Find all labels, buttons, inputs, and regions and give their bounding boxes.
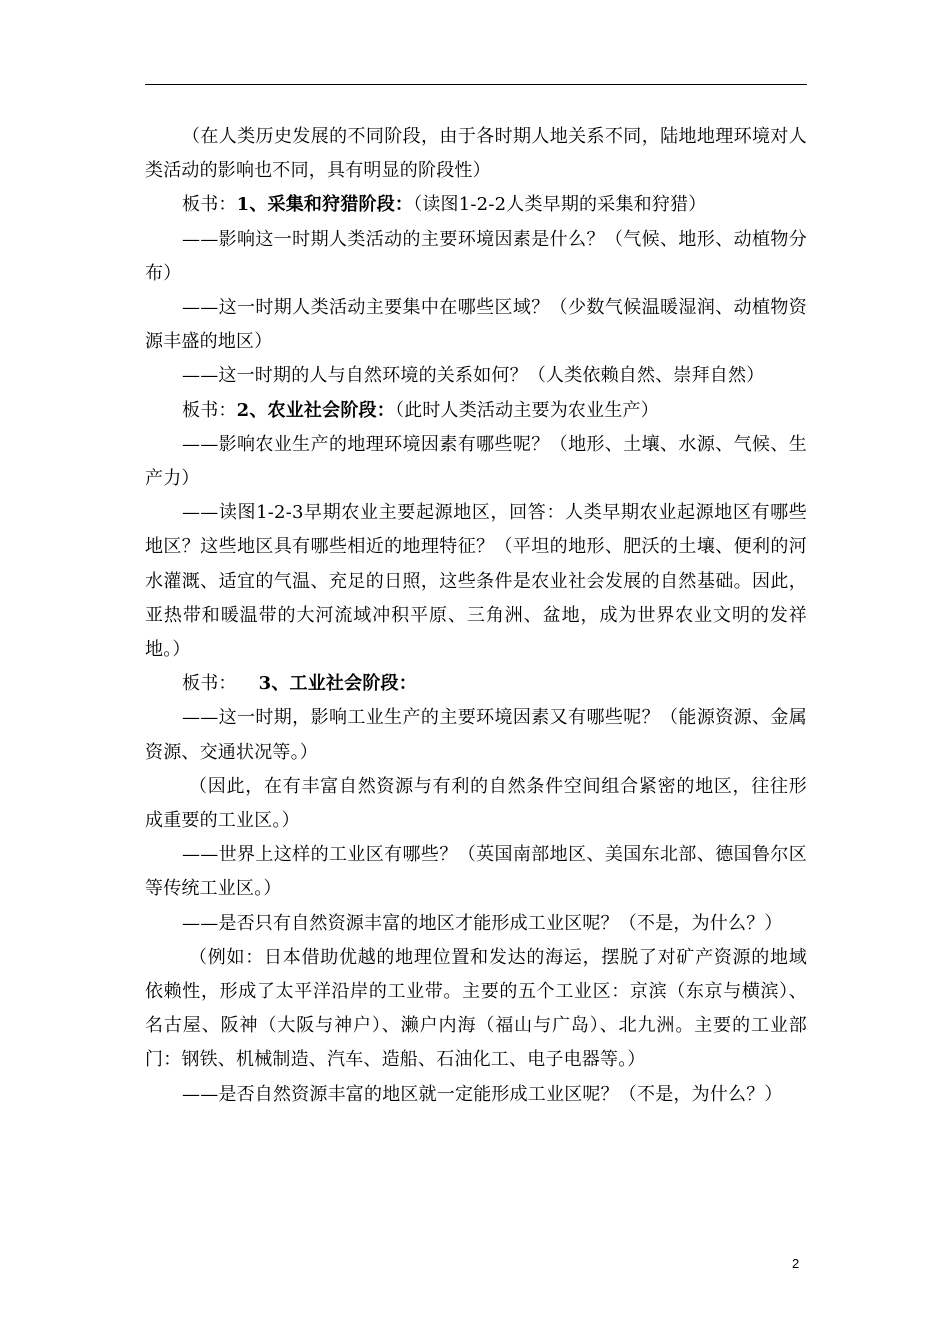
page-number: 2: [792, 1256, 800, 1271]
stage-heading-hunting-gathering: 1、采集和狩猎阶段：: [236, 194, 414, 216]
paragraph-text: ——影响农业生产的地理环境因素有哪些呢？（地形、土壤、水源、气候、生产力）: [145, 433, 807, 490]
paragraph-text: （此时人类活动主要为农业生产）: [394, 399, 659, 421]
paragraph-text: （例如：日本借助优越的地理位置和发达的海运，摆脱了对矿产资源的地域依赖性，形成了太平洋沿岸的工业带。主要的五个工业区：京滨（东京与横滨）、名古屋、阪神（大阪与神户）、濑户内海（福山与广岛）、北九洲。主要的工业部门：钢铁、机械制造、汽车、造船、石油化工、电子电器等。）: [145, 946, 807, 1071]
paragraph-question: [145, 838, 807, 906]
paragraph-example: [145, 941, 807, 1078]
stage-heading-agriculture: 2、农业社会阶段：: [236, 399, 395, 421]
paragraph-question: [145, 1078, 807, 1112]
paragraph-question: [145, 359, 807, 393]
paragraph-text: ——这一时期，影响工业生产的主要环境因素又有哪些呢？（能源资源、金属资源、交通状况等。）: [145, 707, 807, 763]
paragraph-text: ——是否只有自然资源丰富的地区才能形成工业区呢？（不是，为什么？）: [182, 912, 783, 934]
paragraph-text: （在人类历史发展的不同阶段，由于各时期人地关系不同，陆地地理环境对人类活动的影响也不同，具有明显的阶段性）: [145, 126, 807, 182]
document-body: [145, 120, 807, 1112]
stage-heading-industry: 3、工业社会阶段：: [258, 673, 417, 695]
paragraph-stage-intro: [145, 120, 807, 188]
paragraph-question: [145, 701, 807, 769]
paragraph-text: （读图1-2-2人类早期的采集和狩猎）: [413, 194, 707, 216]
paragraph-text: ——是否自然资源丰富的地区就一定能形成工业区呢？（不是，为什么？）: [182, 1083, 783, 1105]
paragraph-note: [145, 770, 807, 838]
paragraph-text: ——这一时期的人与自然环境的关系如何？（人类依赖自然、崇拜自然）: [182, 365, 765, 387]
paragraph-question: [145, 907, 807, 941]
paragraph-question: [145, 428, 807, 496]
paragraph-text: ——影响这一时期人类活动的主要环境因素是什么？（气候、地形、动植物分布）: [145, 228, 807, 284]
paragraph-text: （因此，在有丰富自然资源与有利的自然条件空间组合紧密的地区，往往形成重要的工业区。）: [145, 775, 807, 832]
paragraph-text: ——读图1-2-3早期农业主要起源地区，回答：人类早期农业起源地区有哪些地区？这些地区具有哪些相近的地理特征？（平坦的地形、肥沃的土壤、便利的河水灌溉、适宜的气温、充足的日照，这些条件是农业社会发展的自然基础。因此，亚热带和暖温带的大河流域冲积平原、三角洲、盆地，成为世界农业文明的发祥地。）: [145, 502, 807, 661]
paragraph-board-stage-1: [145, 188, 807, 222]
paragraph-board-stage-2: [145, 394, 807, 428]
paragraph-question: [145, 496, 807, 667]
header-rule: [145, 84, 807, 85]
paragraph-question: [145, 223, 807, 291]
paragraph-text: ——世界上这样的工业区有哪些？（英国南部地区、美国东北部、德国鲁尔区等传统工业区。）: [145, 844, 807, 900]
paragraph-question: [145, 291, 807, 359]
paragraph-text: ——这一时期人类活动主要集中在哪些区域？（少数气候温暖湿润、动植物资源丰盛的地区）: [145, 297, 807, 353]
paragraph-board-stage-3: [145, 667, 807, 701]
board-label: 板书：: [182, 673, 237, 695]
board-label: 板书：: [182, 194, 237, 216]
board-label: 板书：: [182, 399, 237, 421]
